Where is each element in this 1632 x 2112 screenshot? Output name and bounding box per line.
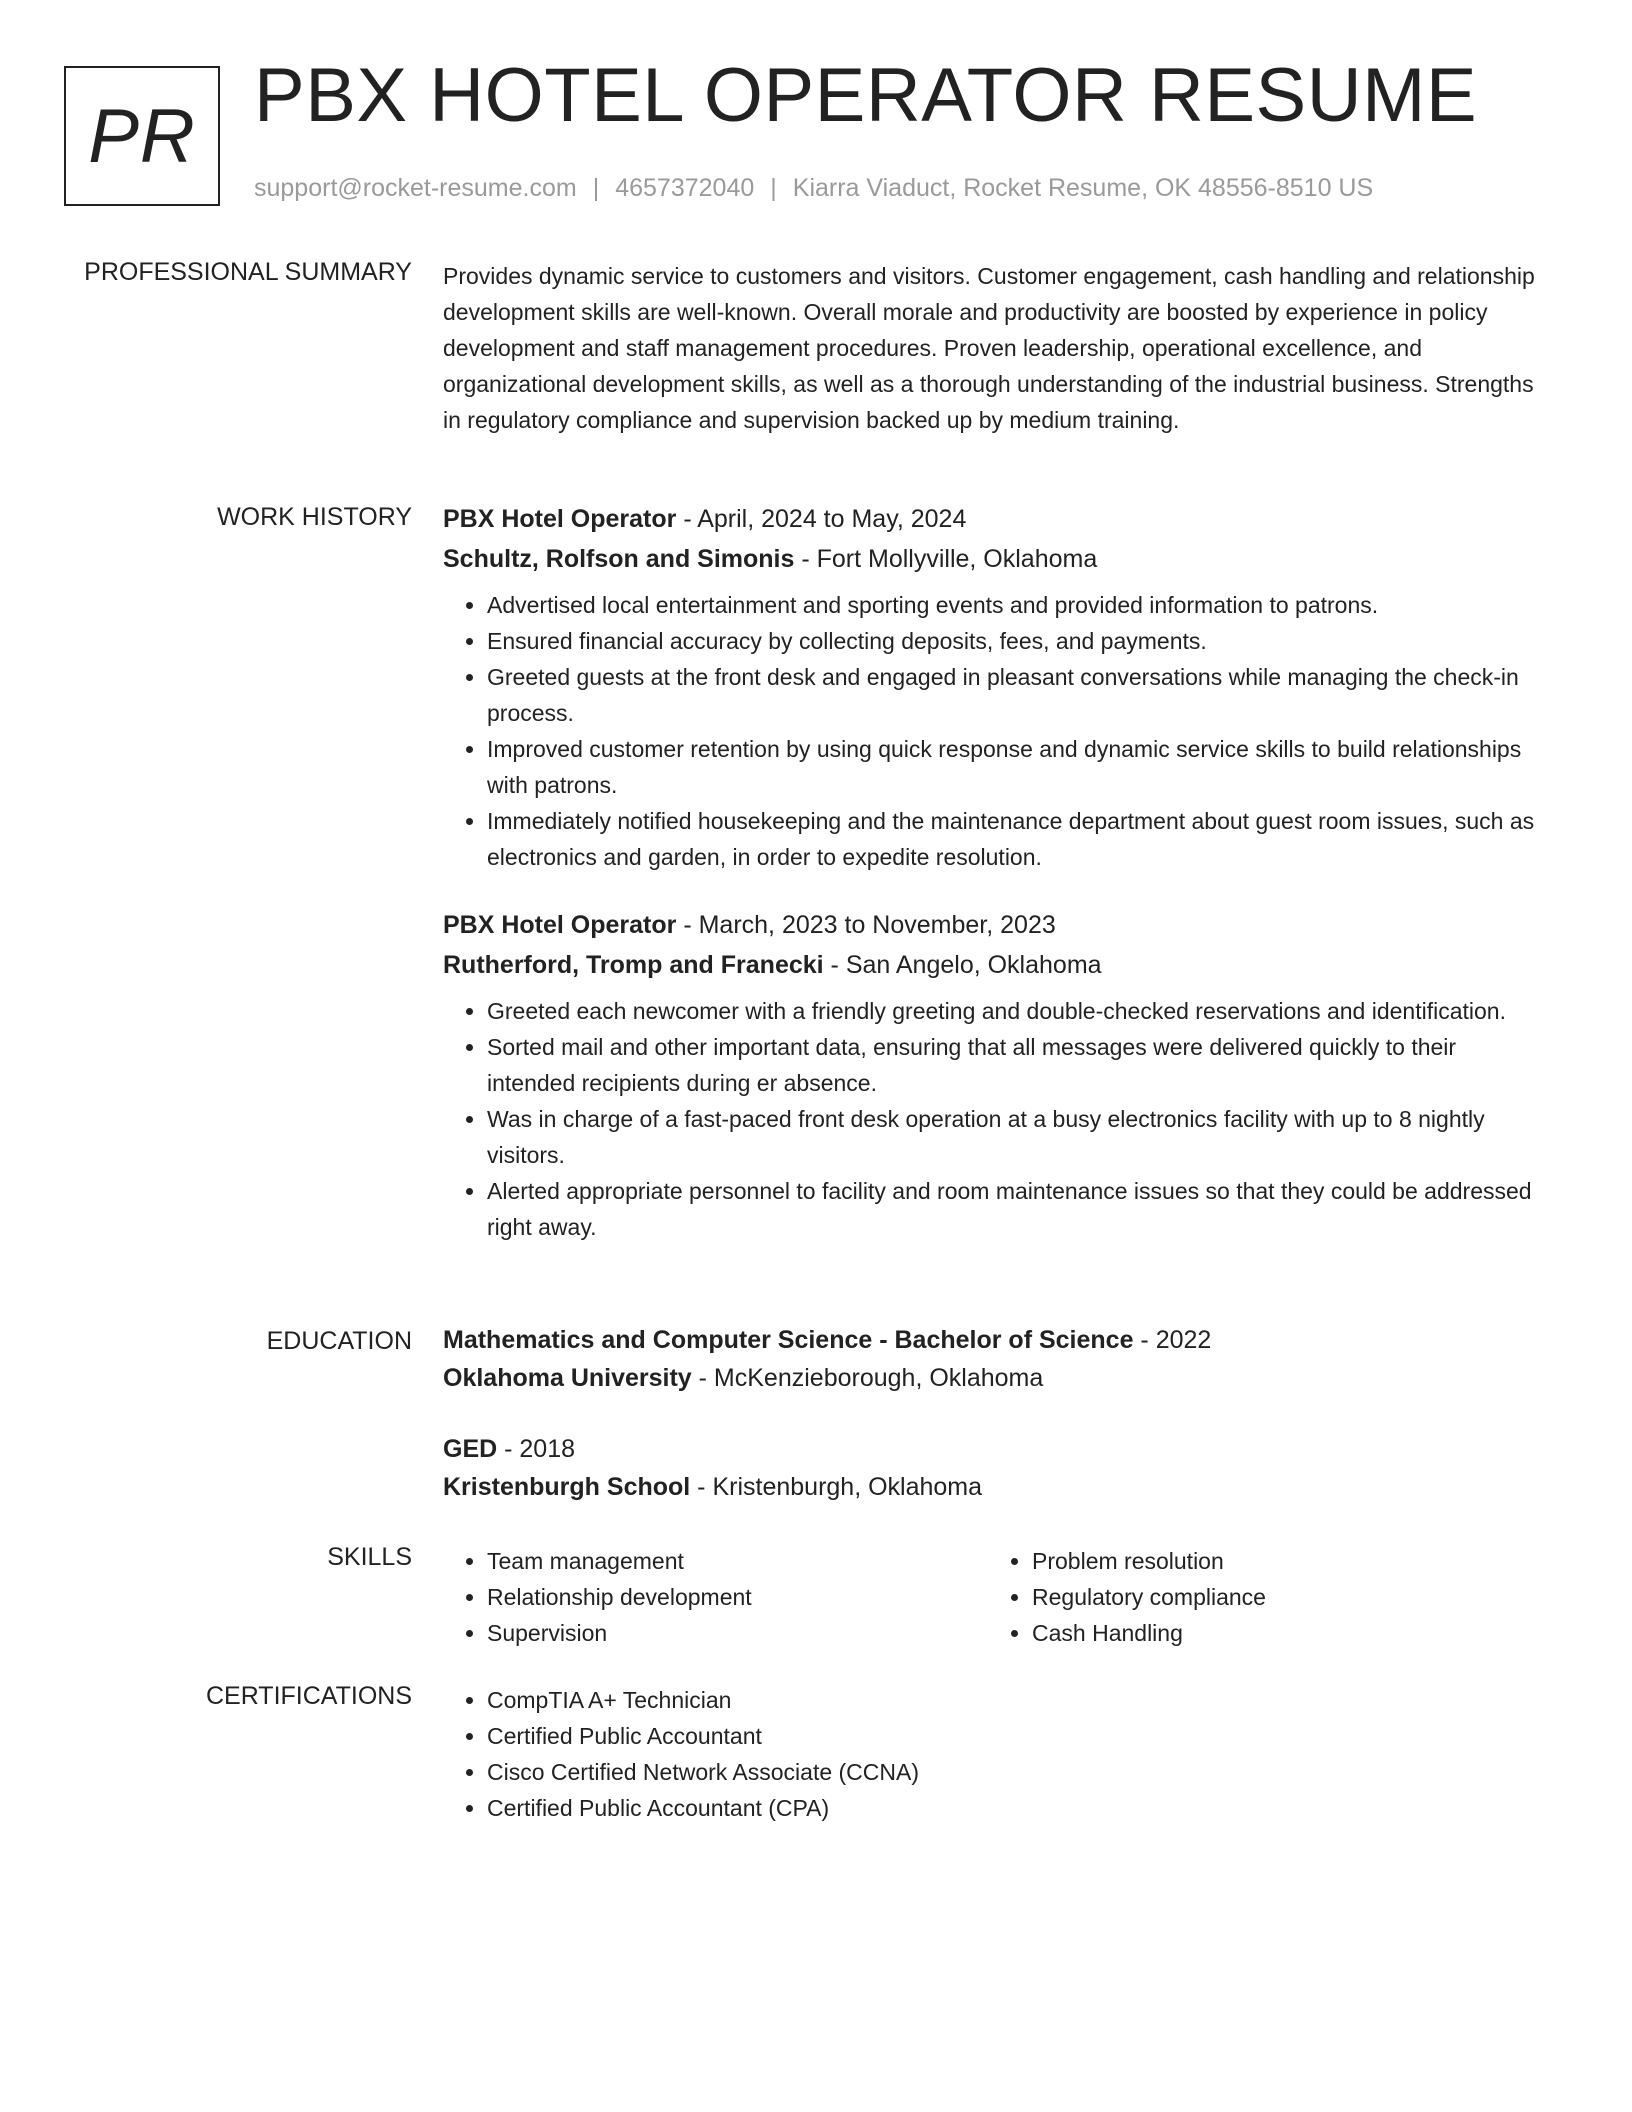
education-school-line bbox=[443, 1468, 1543, 1506]
certifications-list bbox=[443, 1682, 1543, 1826]
job-entry bbox=[443, 499, 1543, 875]
job-company: Rutherford, Tromp and Franecki bbox=[443, 951, 824, 979]
contact-line bbox=[254, 174, 1373, 203]
job-title-line bbox=[443, 499, 1543, 539]
job-location: - San Angelo, Oklahoma bbox=[823, 951, 1102, 979]
summary-text: Provides dynamic service to customers and visitors. Customer engagement, cash handling and relationship development skills are well-known. Overall morale and productivity are boosted by experience in policy development and staff management procedures. Proven leadership, operational excellence, and organizational development skills, as well as a thorough understanding of the industrial business. Strengths in regulatory compliance and supervision backed up by medium training. bbox=[443, 263, 1535, 433]
job-bullet: • Greeted guests at the front desk and engaged in pleasant conversations while managing the check-in process. bbox=[487, 659, 1543, 731]
section-heading-certifications: CERTIFICATIONS bbox=[205, 1682, 412, 1710]
skill-item: • Cash Handling bbox=[1032, 1615, 1533, 1651]
skill-item: • Regulatory compliance bbox=[1032, 1579, 1533, 1615]
education-school: Kristenburgh School bbox=[443, 1473, 691, 1501]
job-bullet: • Immediately notified housekeeping and the maintenance department about guest room issues, such as electronics and garden, in order to expedite resolution. bbox=[487, 803, 1543, 875]
monogram-text: PR bbox=[88, 93, 196, 179]
education-location: - McKenzieborough, Oklahoma bbox=[691, 1364, 1044, 1392]
certification-item: • Certified Public Accountant (CPA) bbox=[487, 1790, 1543, 1826]
certification-item: • CompTIA A+ Technician bbox=[487, 1682, 1543, 1718]
education-degree-line bbox=[443, 1321, 1543, 1359]
education-degree: Mathematics and Computer Science - Bachelor of Science bbox=[443, 1326, 1134, 1354]
skills-list-right bbox=[988, 1543, 1533, 1651]
education-entry bbox=[443, 1430, 1543, 1506]
contact-separator: | bbox=[770, 174, 777, 202]
education-location: - Kristenburgh, Oklahoma bbox=[690, 1473, 983, 1501]
section-heading-work-history: WORK HISTORY bbox=[217, 503, 412, 531]
education-year: - 2022 bbox=[1133, 1326, 1212, 1354]
monogram-badge bbox=[64, 66, 220, 206]
job-bullet: • Advertised local entertainment and sporting events and provided information to patrons. bbox=[487, 587, 1543, 623]
job-bullets bbox=[443, 993, 1543, 1245]
job-bullet: • Alerted appropriate personnel to facility and room maintenance issues so that they could be addressed right away. bbox=[487, 1173, 1543, 1245]
section-heading-summary: PROFESSIONAL SUMMARY bbox=[84, 258, 412, 286]
education-school-line bbox=[443, 1359, 1543, 1397]
skill-item: • Team management bbox=[487, 1543, 988, 1579]
education-degree: GED bbox=[443, 1435, 498, 1463]
job-bullet: • Sorted mail and other important data, ensuring that all messages were delivered quickly to their intended recipients during er absence. bbox=[487, 1029, 1543, 1101]
section-heading-education: EDUCATION bbox=[266, 1327, 412, 1355]
education-entry bbox=[443, 1321, 1543, 1397]
job-bullet: • Improved customer retention by using quick response and dynamic service skills to build relationships with patrons. bbox=[487, 731, 1543, 803]
skill-item: • Problem resolution bbox=[1032, 1543, 1533, 1579]
job-title: PBX Hotel Operator bbox=[443, 505, 677, 533]
section-heading-skills: SKILLS bbox=[327, 1543, 412, 1571]
skill-item: • Relationship development bbox=[487, 1579, 988, 1615]
job-title: PBX Hotel Operator bbox=[443, 911, 677, 939]
education-degree-line bbox=[443, 1430, 1543, 1468]
job-company-line bbox=[443, 539, 1543, 579]
resume-title: PBX HOTEL OPERATOR RESUME bbox=[254, 53, 1478, 138]
job-bullet: • Was in charge of a fast-paced front desk operation at a busy electronics facility with up to 8 nightly visitors. bbox=[487, 1101, 1543, 1173]
education-year: - 2018 bbox=[497, 1435, 576, 1463]
job-bullet: • Greeted each newcomer with a friendly greeting and double-checked reservations and identification. bbox=[487, 993, 1543, 1029]
certification-item: • Certified Public Accountant bbox=[487, 1718, 1543, 1754]
skills-column-right bbox=[988, 1543, 1533, 1651]
contact-phone: 4657372040 bbox=[615, 174, 755, 202]
skills-column-left bbox=[443, 1543, 988, 1651]
job-company-line bbox=[443, 945, 1543, 985]
contact-separator: | bbox=[592, 174, 600, 202]
job-entry bbox=[443, 905, 1543, 1245]
job-dates: - March, 2023 to November, 2023 bbox=[676, 911, 1056, 939]
skills-list-left bbox=[443, 1543, 988, 1651]
job-title-line bbox=[443, 905, 1543, 945]
contact-email: support@rocket-resume.com bbox=[254, 174, 577, 202]
job-dates: - April, 2024 to May, 2024 bbox=[676, 505, 967, 533]
job-location: - Fort Mollyville, Oklahoma bbox=[794, 545, 1098, 573]
skill-item: • Supervision bbox=[487, 1615, 988, 1651]
job-company: Schultz, Rolfson and Simonis bbox=[443, 545, 795, 573]
job-bullets bbox=[443, 587, 1543, 875]
job-bullet: • Ensured financial accuracy by collecting deposits, fees, and payments. bbox=[487, 623, 1543, 659]
contact-address: Kiarra Viaduct, Rocket Resume, OK 48556-8510 US bbox=[792, 174, 1374, 202]
education-school: Oklahoma University bbox=[443, 1364, 692, 1392]
skills-grid bbox=[443, 1543, 1543, 1651]
certification-item: • Cisco Certified Network Associate (CCNA) bbox=[487, 1754, 1543, 1790]
